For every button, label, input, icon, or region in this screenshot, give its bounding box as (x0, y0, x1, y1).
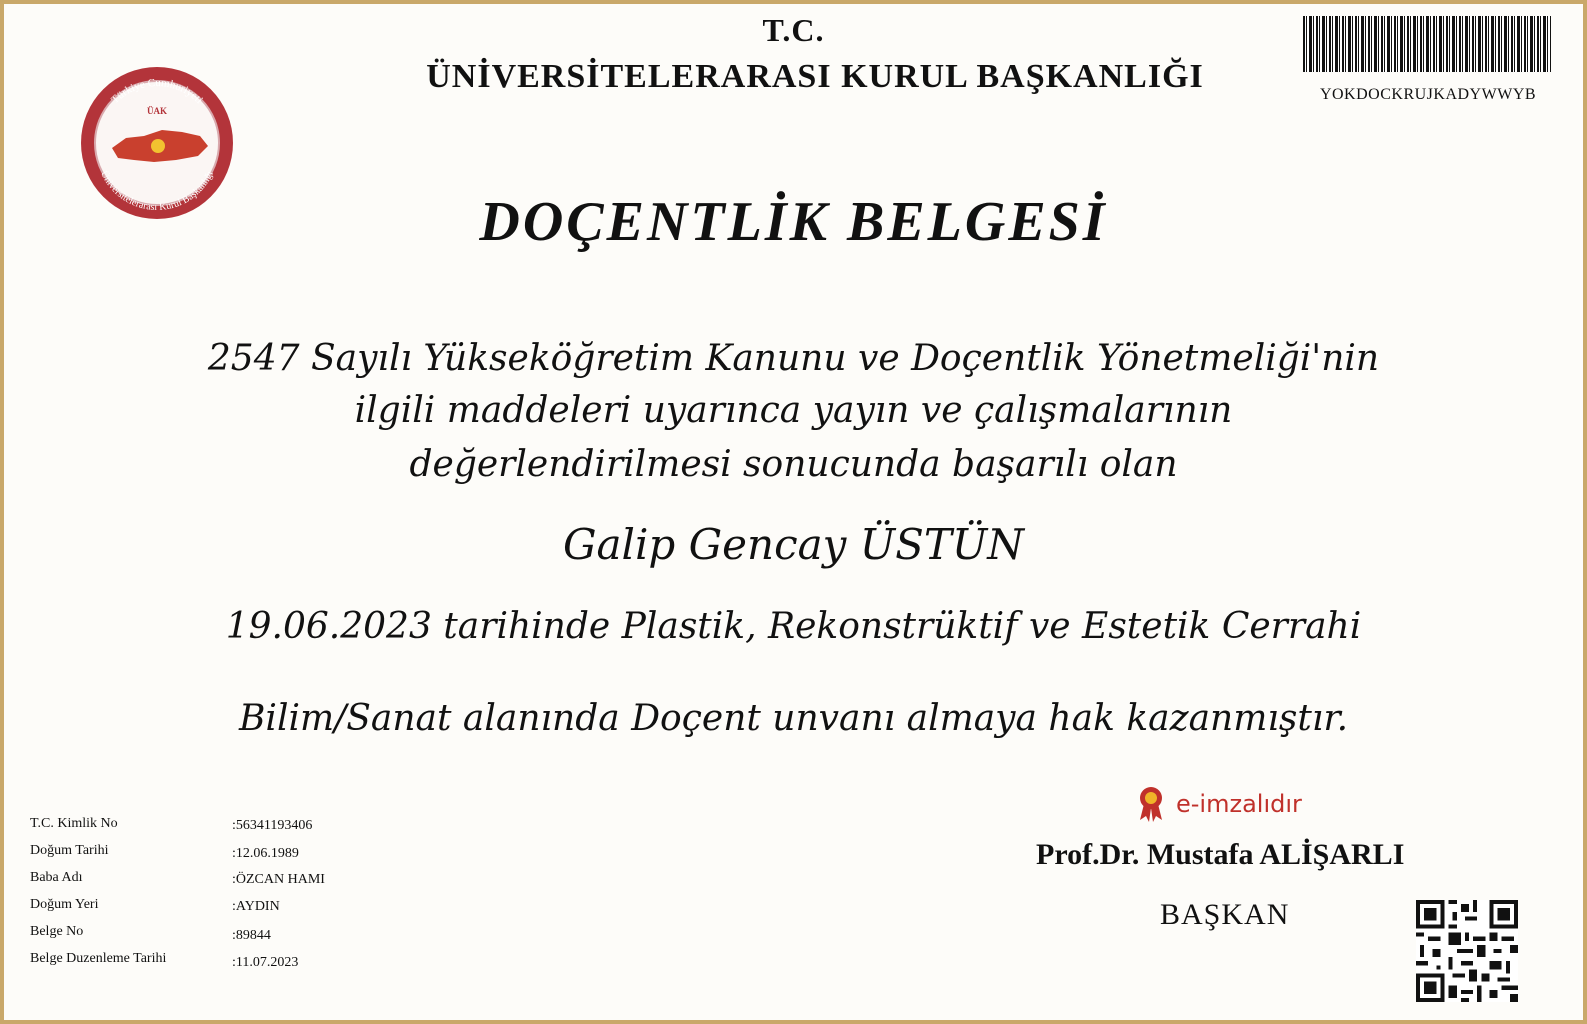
header-institution: ÜNİVERSİTELERARASI KURUL BAŞKANLIĞI (426, 58, 1204, 95)
svg-text:Üniversitelerarası Kurul Başka: Üniversitelerarası Kurul Başkanlığı (98, 169, 216, 214)
info-value-birthdate: :12.06.1989 (232, 846, 299, 861)
info-value-docno: :89844 (232, 928, 271, 943)
info-label-docno: Belge No (30, 924, 84, 939)
closing-line: Bilim/Sanat alanında Doçent unvanı almaya hak kazanmıştır. (238, 698, 1349, 739)
info-value-birthplace: :AYDIN (232, 899, 280, 914)
body-line-1: 2547 Sayılı Yükseköğretim Kanunu ve Doçentlik Yönetmeliği'nin (207, 338, 1380, 379)
info-value-issue-date: :11.07.2023 (232, 955, 299, 970)
barcode-icon (1303, 16, 1551, 72)
info-value-tc: :56341193406 (232, 818, 313, 833)
info-label-tc: T.C. Kimlik No (30, 816, 118, 831)
info-value-father: :ÖZCAN HAMI (232, 872, 325, 887)
e-signed-label: e-imzalıdır (1176, 790, 1302, 818)
recipient-name: Galip Gencay ÜSTÜN (562, 520, 1025, 569)
signer-name: Prof.Dr. Mustafa ALİŞARLI (1036, 838, 1405, 871)
signer-title: BAŞKAN (1160, 898, 1290, 931)
body-line-2: ilgili maddeleri uyarınca yayın ve çalışmalarının (354, 390, 1233, 431)
info-label-birthdate: Doğum Tarihi (30, 843, 109, 858)
award-ribbon-icon (1136, 786, 1166, 822)
date-field-line: 19.06.2023 tarihinde Plastik, Rekonstrüktif ve Estetik Cerrahi (225, 606, 1362, 647)
qr-code-icon[interactable] (1416, 900, 1518, 1002)
body-line-3: değerlendirilmesi sonucunda başarılı olan (409, 444, 1178, 485)
header-tc: T.C. (762, 12, 825, 48)
svg-text:ÜAK: ÜAK (147, 106, 167, 116)
barcode-code: YOKDOCKRUJKADYWWYB (1319, 86, 1537, 103)
info-label-birthplace: Doğum Yeri (30, 897, 99, 912)
info-label-father: Baba Adı (30, 870, 83, 885)
info-label-issue-date: Belge Duzenleme Tarihi (30, 951, 167, 966)
certificate-title: DOÇENTLİK BELGESİ (479, 191, 1108, 253)
svg-text:Türkiye Cumhuriyeti: Türkiye Cumhuriyeti (109, 76, 206, 107)
